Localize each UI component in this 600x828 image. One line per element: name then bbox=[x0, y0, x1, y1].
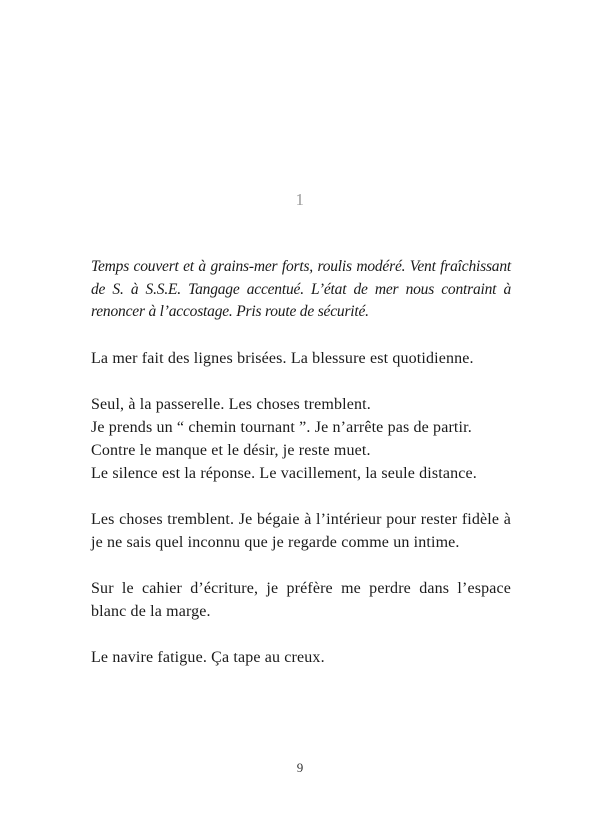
paragraph-5 bbox=[91, 646, 511, 669]
paragraph-line: Contre le manque et le désir, je reste muet. bbox=[91, 441, 371, 459]
paragraph-3: Les choses tremblent. Je bégaie à l’intérieur pour rester fidèle à je ne sais quel inconnu que je regarde comme un intime. bbox=[91, 510, 511, 551]
paragraph-line: Le silence est la réponse. Le vacillement, la seule distance. bbox=[91, 464, 477, 482]
paragraph-4: Sur le cahier d’écriture, je préfère me perdre dans l’espace blanc de la marge. bbox=[91, 579, 511, 620]
logbook-entry: Temps couvert et à grains-mer forts, roulis modéré. Vent fraîchissant de S. à S.S.E. Tangage accentué. L’état de mer nous contraint à renoncer à l’accostage. Pris route de sécurité. bbox=[91, 258, 511, 320]
body-text bbox=[91, 256, 511, 692]
paragraph-line: Le navire fatigue. Ça tape au creux. bbox=[91, 648, 325, 666]
paragraph-line: La mer fait des lignes brisées. La blessure est quotidienne. bbox=[91, 349, 474, 367]
paragraph-line: Seul, à la passerelle. Les choses tremblent. bbox=[91, 395, 371, 413]
paragraph-1 bbox=[91, 347, 511, 370]
page-number: 9 bbox=[296, 760, 304, 775]
paragraph-2 bbox=[91, 393, 511, 485]
chapter-number: 1 bbox=[295, 190, 305, 209]
paragraph-line: Je prends un “ chemin tournant ”. Je n’arrête pas de partir. bbox=[91, 418, 472, 436]
